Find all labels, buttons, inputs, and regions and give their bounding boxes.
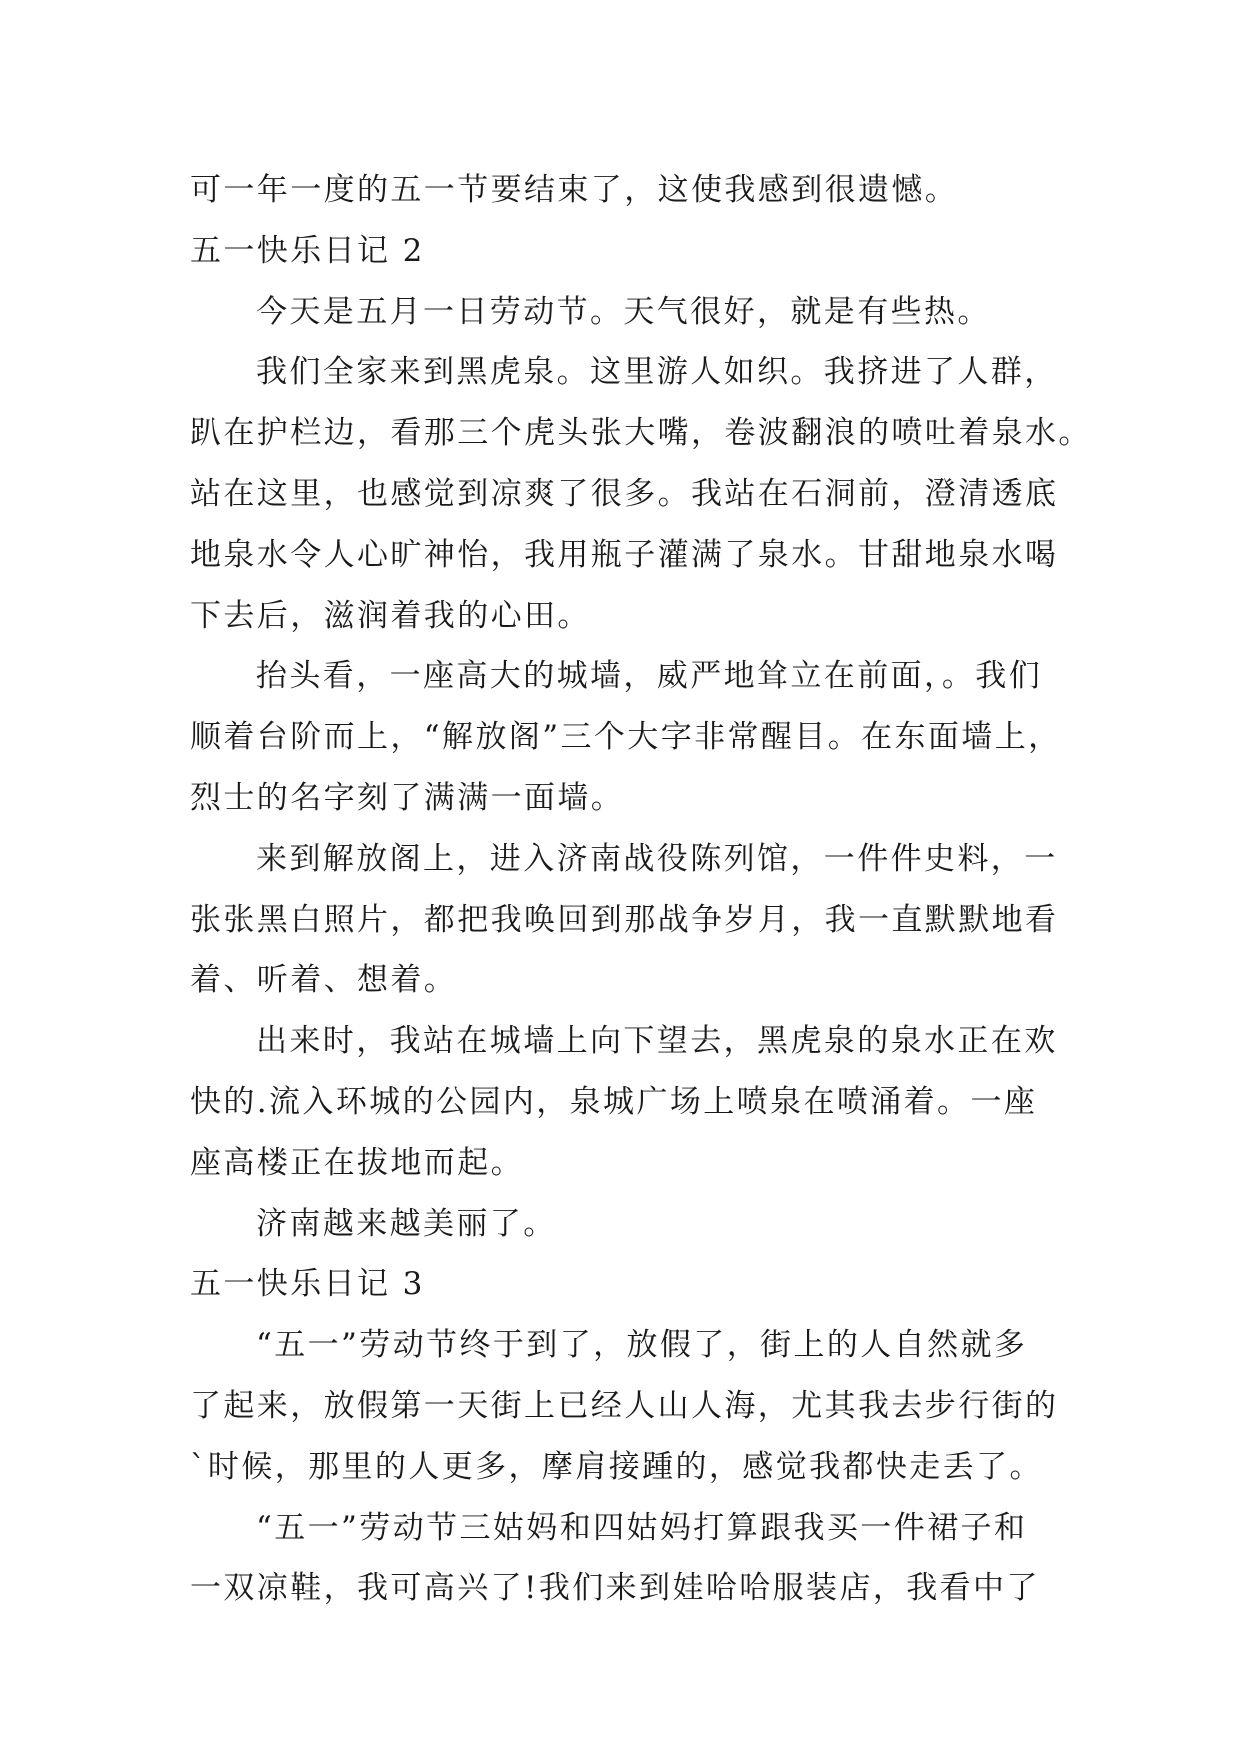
- text-line: 趴在护栏边，看那三个虎头张大嘴，卷波翻浪的喷吐着泉水。: [190, 415, 1092, 452]
- text-line: 一双凉鞋，我可高兴了!我们来到娃哈哈服装店，我看中了: [190, 1570, 1040, 1607]
- text-line: 今天是五月一日劳动节。天气很好，就是有些热。: [256, 293, 991, 330]
- text-line: `时候，那里的人更多，摩肩接踵的，感觉我都快走丢了。: [190, 1448, 1043, 1485]
- text-line: 座高楼正在拔地而起。: [190, 1144, 524, 1181]
- text-line: 站在这里，也感觉到凉爽了很多。我站在石洞前，澄清透底: [190, 475, 1059, 512]
- text-line: 下去后，滋润着我的心田。: [190, 597, 591, 634]
- text-line: 出来时，我站在城墙上向下望去，黑虎泉的泉水正在欢: [256, 1023, 1058, 1060]
- text-line: “五一”劳动节终于到了，放假了，街上的人自然就多: [256, 1327, 1028, 1364]
- section-heading: 五一快乐日记 2: [190, 232, 425, 269]
- text-line: 烈士的名字刻了满满一面墙。: [190, 779, 625, 816]
- text-line: 可一年一度的五一节要结束了，这使我感到很遗憾。: [190, 172, 959, 208]
- text-line: “五一”劳动节三姑妈和四姑妈打算跟我买一件裙子和: [256, 1509, 1028, 1546]
- text-line: 顺着台阶而上，“解放阁”三个大字非常醒目。在东面墙上，: [190, 719, 1062, 756]
- document-body: [190, 160, 1092, 1619]
- text-line: 快的.流入环城的公园内，泉城广场上喷泉在喷涌着。一座: [190, 1083, 1038, 1120]
- text-line: 着、听着、想着。: [190, 962, 458, 999]
- text-line: 抬头看，一座高大的城墙，威严地耸立在前面，。我们: [256, 658, 1043, 695]
- text-line: 了起来，放假第一天街上已经人山人海，尤其我去步行街的: [190, 1387, 1059, 1424]
- section-heading: 五一快乐日记 3: [190, 1266, 425, 1303]
- text-line: 地泉水令人心旷神怡，我用瓶子灌满了泉水。甘甜地泉水喝: [190, 536, 1059, 573]
- text-line: 济南越来越美丽了。: [256, 1205, 557, 1242]
- text-line: 来到解放阁上，进入济南战役陈列馆，一件件史料，一: [256, 840, 1058, 877]
- text-line: 我们全家来到黑虎泉。这里游人如织。我挤进了人群，: [256, 354, 1058, 391]
- text-line: 张张黑白照片，都把我唤回到那战争岁月，我一直默默地看: [190, 901, 1059, 938]
